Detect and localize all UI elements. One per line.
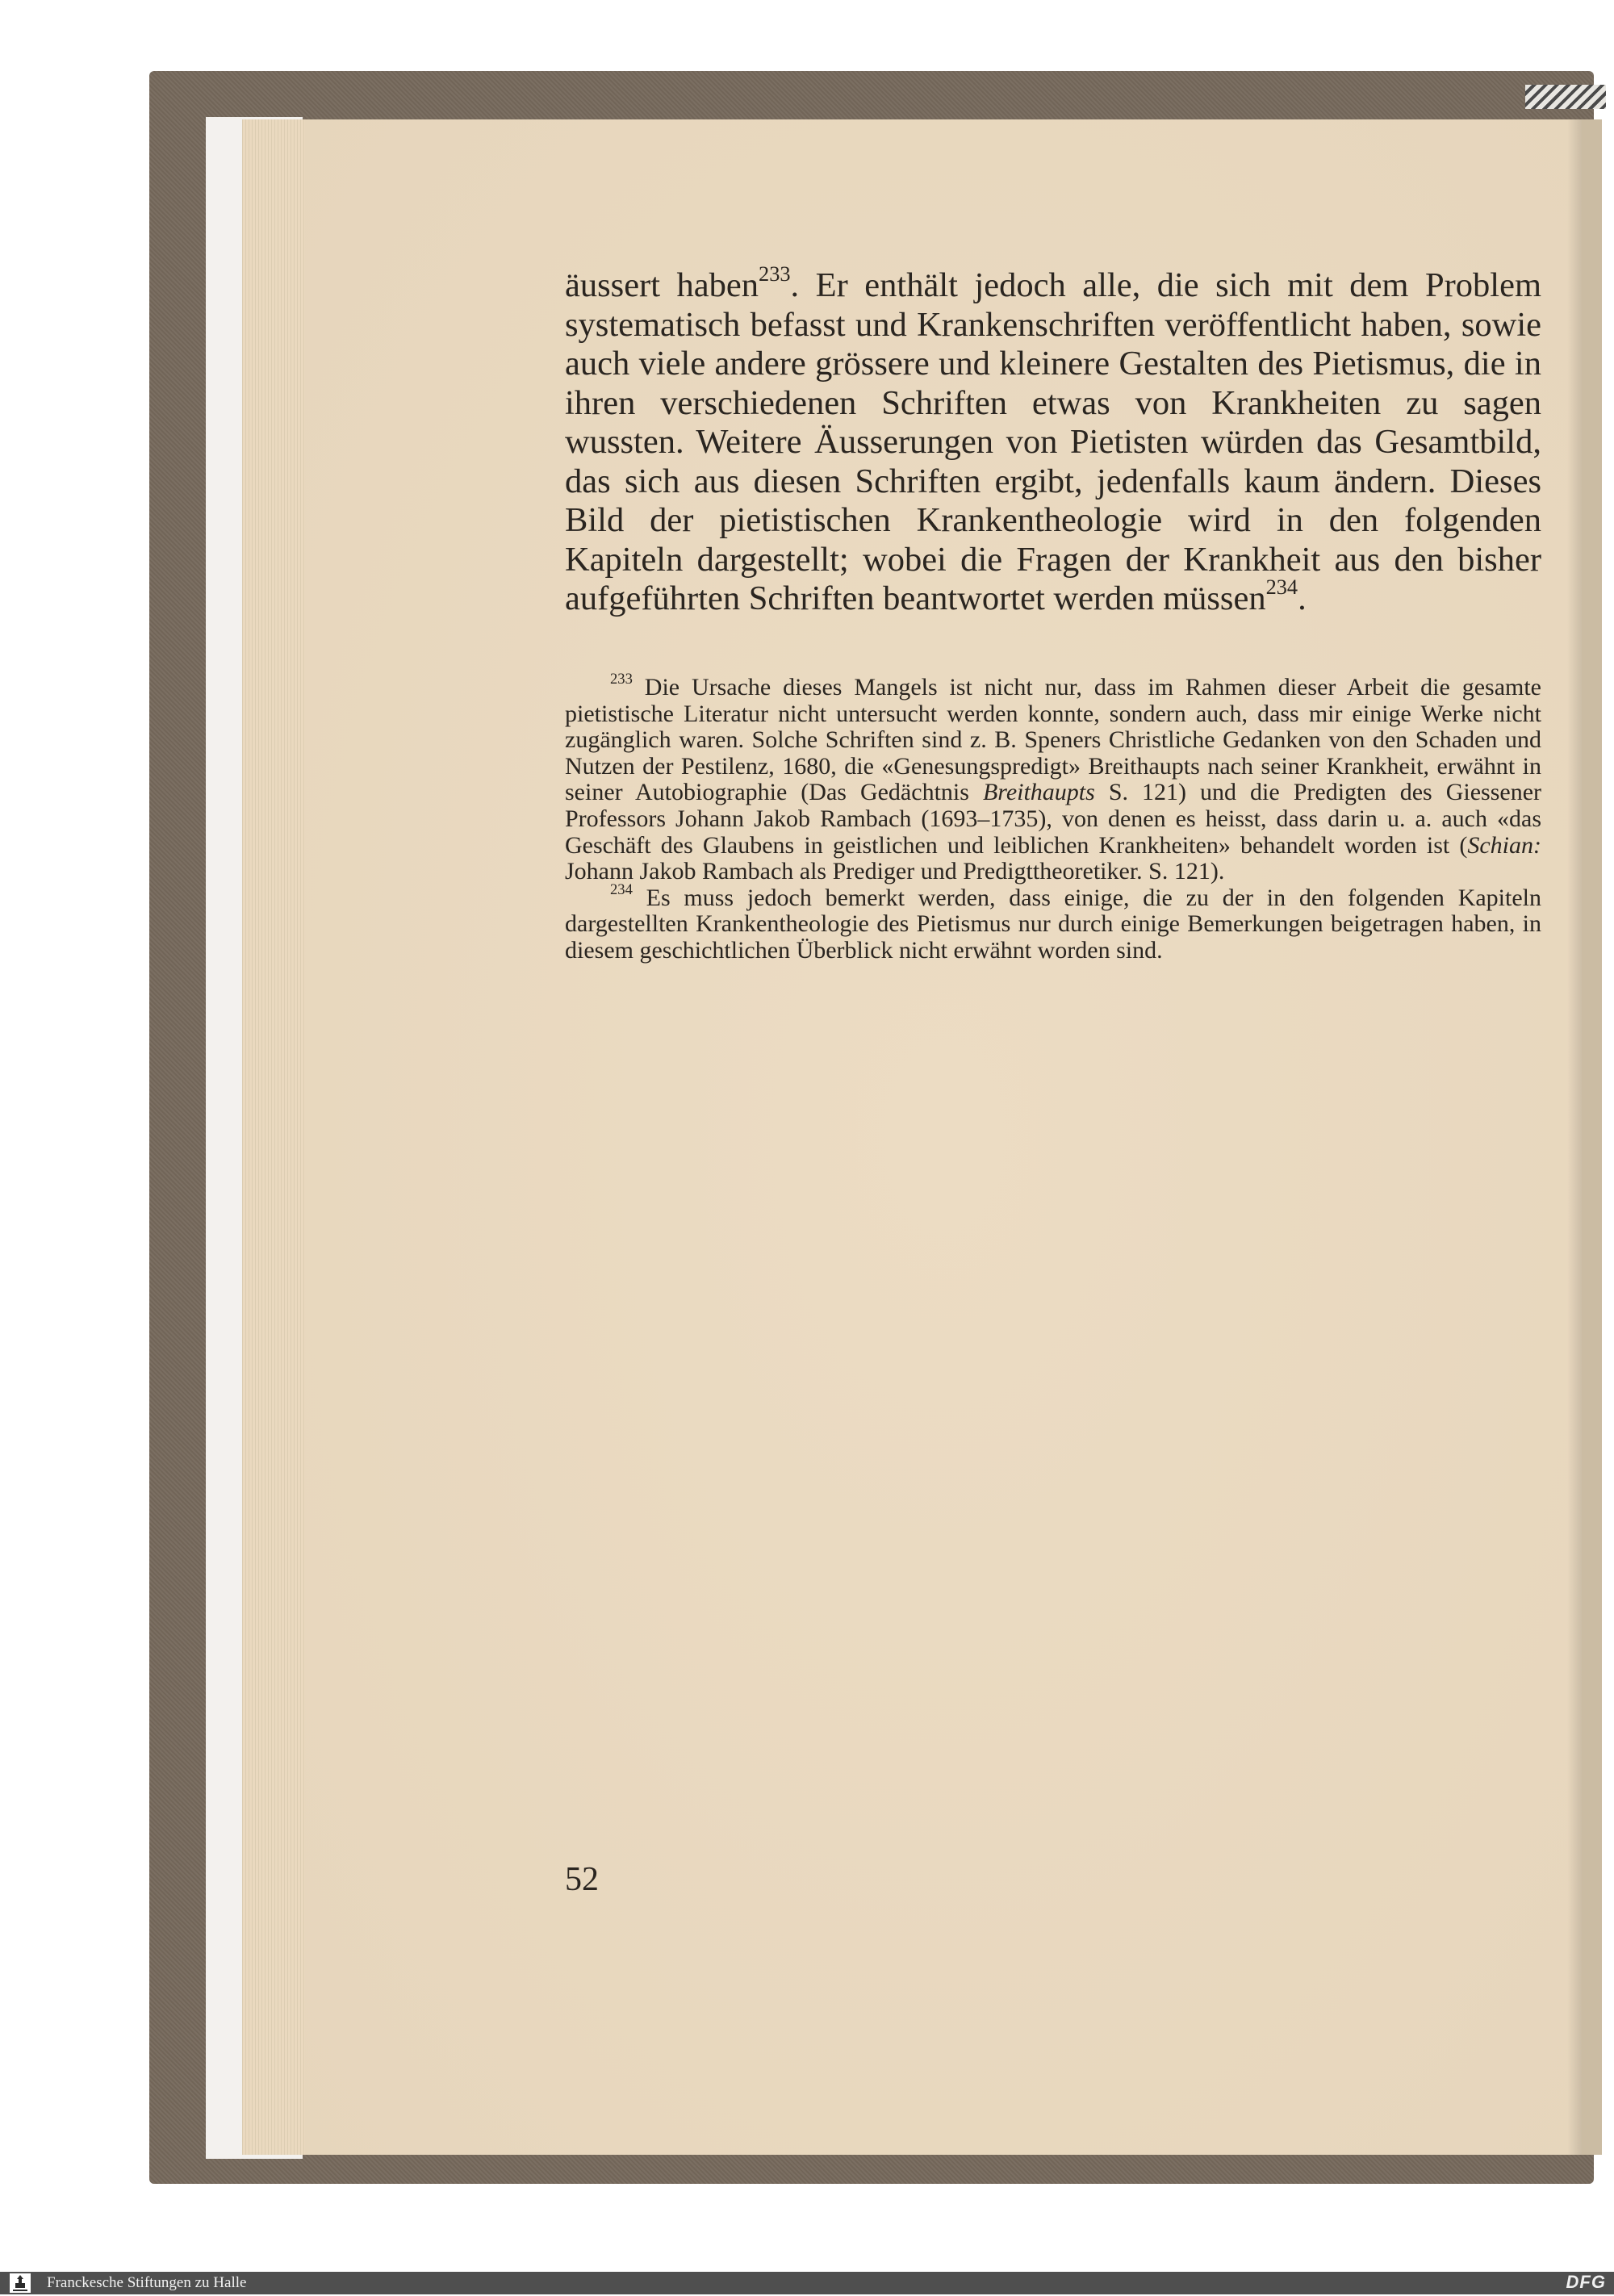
page-edges (242, 119, 307, 2155)
page-number: 52 (565, 1861, 599, 1898)
body-text-segment: . (1298, 579, 1307, 617)
footnote-marker: 233 (610, 671, 633, 688)
bookmark-ribbon (1525, 85, 1606, 109)
footnote-text: Johann Jakob Rambach als Prediger und Predigttheoretiker. S. 121). (565, 858, 1225, 885)
footnote-reference-234: 234 (1265, 575, 1298, 599)
dfg-logo[interactable]: DFG (1566, 2272, 1606, 2292)
body-paragraph (565, 261, 1542, 619)
institution-name[interactable]: Franckesche Stiftungen zu Halle (47, 2274, 247, 2291)
body-text-segment: äussert haben (565, 266, 759, 304)
footnote-italic: Schian: (1467, 831, 1541, 859)
footnote-text: Es muss jedoch bemerkt werden, dass einige, die zu der in den folgenden Kapiteln dargestellten Krankentheologie des Pietismus nur durch einige Bemerkungen beigetragen haben, in diesem geschichtlichen Überblick nicht erwähnt worden sind. (565, 884, 1541, 964)
footnote-reference-233: 233 (759, 261, 791, 286)
body-text (565, 261, 1542, 619)
footnote-234 (565, 880, 1541, 964)
footnotes (565, 671, 1542, 964)
footnote-text: S. 121) und die Predigten des Giessener Professors Johann Jakob Rambach (1693–1735), von denen es heisst, dass darin u. a. auch «das Geschäft des Glaubens in geistlichen und leiblichen Krankheiten» behandelt worden ist ( (565, 779, 1542, 859)
footnote-marker: 234 (610, 880, 633, 898)
footnote-italic: Breithaupts (982, 779, 1095, 806)
page-gutter-shadow (1567, 119, 1582, 2155)
body-text-segment: . Er enthält jedoch alle, die sich mit dem Problem systematisch befasst und Krankenschriften veröffentlicht haben, sowie auch viele andere grössere und kleinere Gestalten des Pietismus, die in ihren verschiedenen Schriften etwas von Krankheiten zu sagen wussten. Weitere Äusserungen von Pietisten würden das Gesamtbild, das sich aus diesen Schriften ergibt, jedenfalls kaum ändern. Dieses Bild der pietistischen Krankentheologie wird in den folgenden Kapiteln dargestellt; wobei die Fragen der Krankheit aus den bisher aufgeführten Schriften beantwortet werden müssen (565, 266, 1542, 617)
francke-foundations-logo-icon[interactable] (10, 2273, 31, 2293)
footnote-text: Die Ursache dieses Mangels ist nicht nur, dass im Rahmen dieser Arbeit die gesamte pietistische Literatur nicht untersucht werden konnte, sondern auch, dass mir einige Werke nicht zugänglich waren. Solche Schriften sind z. B. Speners Christliche Gedanken von den Schaden und Nutzen der Pestilenz, 1680, die «Genesungspredigt» Breithaupts nach seiner Krankheit, erwähnt in seiner Autobiographie (Das Gedächtnis (565, 674, 1541, 806)
facing-page-edge (1582, 119, 1602, 2155)
footnote-233 (565, 671, 1542, 885)
